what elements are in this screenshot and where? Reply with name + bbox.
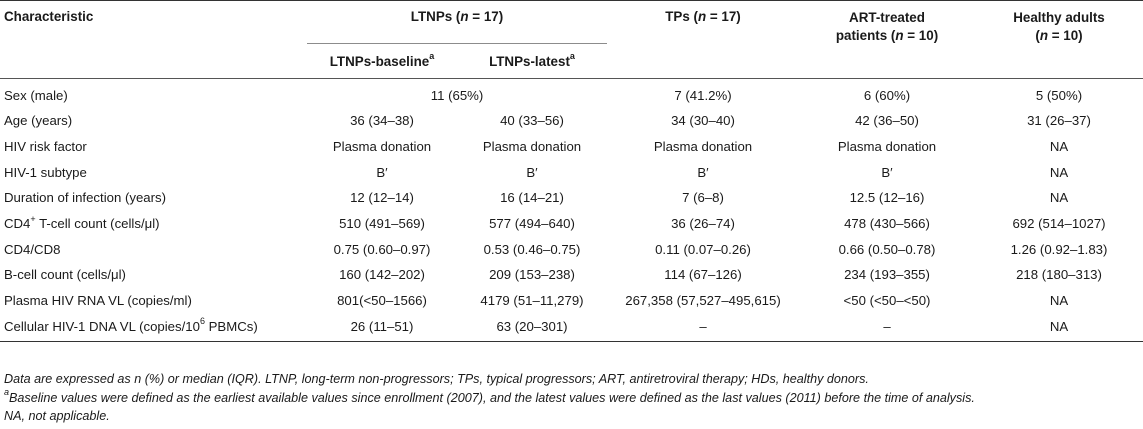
cell-tps: 36 (26–74) [671, 216, 735, 232]
cell-baseline: B′ [376, 164, 388, 180]
cell-art: 42 (36–50) [855, 113, 919, 129]
cell-healthy: 1.26 (0.92–1.83) [1010, 241, 1108, 257]
header-healthy: Healthy adults (n = 10) [1013, 10, 1105, 43]
row-label: Cellular HIV-1 DNA VL ($copies/10^6$ PBMCs) [0, 314, 307, 342]
cell-art: B′ [881, 164, 893, 180]
cell-art: 234 (193–355) [844, 267, 930, 283]
cell-baseline: 26 (11–51) [307, 314, 457, 342]
cell-healthy: 692 (514–1027) [1012, 216, 1106, 232]
cell-latest: Plasma donation [482, 139, 582, 155]
cell-tps: – [607, 314, 799, 342]
table-row [0, 134, 1143, 160]
cell-healthy: NA [1049, 139, 1069, 155]
cell-healthy: 5 (50%) [1035, 88, 1083, 103]
header-tps: TPs (n = 17) [665, 9, 741, 24]
cell-tps: 114 (67–126) [664, 267, 742, 283]
table-row [0, 108, 1143, 134]
row-label: HIV risk factor [4, 139, 87, 155]
cell-tps: 267,358 (57,527–495,615) [625, 293, 781, 309]
cell-baseline: 801(<50–1566) [337, 293, 427, 309]
cell-latest: B′ [526, 164, 538, 180]
cell-baseline: Plasma donation [332, 139, 432, 155]
row-label: Plasma HIV RNA VL (copies/ml) [4, 293, 192, 309]
table-row [0, 236, 1143, 262]
cell-latest: 40 (33–56) [500, 113, 564, 129]
cell-latest: 209 (153–238) [489, 267, 575, 283]
table-row [0, 79, 1143, 109]
cell-tps: 34 (30–40) [671, 113, 735, 129]
cell-healthy: NA [975, 314, 1143, 342]
cell-art: 6 (60%) [863, 88, 911, 103]
cell-healthy: 218 (180–313) [1016, 267, 1102, 283]
row-label: Sex (male) [4, 88, 68, 103]
footnote-abbreviations: Data are expressed as n (%) or median (IQR). LTNP, long-term non-progressors; TPs, typical progressors; ART, antiretroviral therapy; HDs, healthy donors. [4, 372, 869, 386]
row-label: CD4+ T-cell count (cells/μl) [4, 213, 160, 232]
cell-healthy: NA [1049, 164, 1069, 180]
cell-tps: Plasma donation [653, 139, 753, 155]
cell-tps: B′ [697, 164, 709, 180]
cell-art: 478 (430–566) [844, 216, 930, 232]
table-row [0, 159, 1143, 185]
table-row [0, 288, 1143, 314]
cell-art: – [799, 314, 975, 342]
cell-ltnps-merged: 11 (65%) [430, 88, 484, 103]
table-row [0, 185, 1143, 211]
row-label: CD4/CD8 [4, 241, 61, 257]
row-label: Age (years) [4, 113, 73, 129]
table-row [0, 211, 1143, 237]
cell-healthy: NA [1049, 190, 1069, 206]
header-ltnps: LTNPs (n = 17) [410, 9, 504, 24]
cell-latest: 0.53 (0.46–0.75) [483, 241, 581, 257]
row-label: HIV-1 subtype [4, 164, 87, 180]
cell-tps: 0.11 (0.07–0.26) [655, 241, 751, 257]
cell-latest: 63 (20–301) [457, 314, 607, 342]
cell-healthy: 31 (26–37) [1027, 113, 1091, 129]
cell-latest: 4179 (51–11,279) [480, 293, 584, 309]
table-row [0, 262, 1143, 288]
cell-latest: 577 (494–640) [489, 216, 575, 232]
cell-baseline: 12 (12–14) [350, 190, 414, 206]
table-row [0, 314, 1143, 342]
cell-baseline: 0.75 (0.60–0.97) [333, 241, 431, 257]
cell-art: 12.5 (12–16) [849, 190, 925, 206]
row-label: Duration of infection (years) [4, 190, 166, 206]
footnote-baseline: $^a$Baseline values were defined as the earliest available values since enrollment (2007), and the latest values were defined as the last values (2011) before the time of analysis. [4, 387, 975, 405]
cell-tps: 7 (41.2%) [674, 88, 732, 103]
header-ltnps-baseline: LTNPs-baseline$^a$ [307, 44, 457, 79]
header-characteristic: Characteristic [4, 9, 94, 24]
row-label: B-cell count (cells/μl) [4, 267, 126, 283]
cell-healthy: NA [1049, 293, 1069, 309]
cell-latest: 16 (14–21) [500, 190, 564, 206]
header-art: ART-treated patients (n = 10) [835, 10, 939, 43]
cell-art: 0.66 (0.50–0.78) [838, 241, 936, 257]
cell-baseline: 510 (491–569) [339, 216, 425, 232]
cell-baseline: 36 (34–38) [350, 113, 414, 129]
header-ltnps-latest: LTNPs-latest$^a$ [457, 44, 607, 79]
table-footnotes [4, 370, 1139, 426]
cell-art: Plasma donation [837, 139, 937, 155]
cell-baseline: 160 (142–202) [339, 267, 425, 283]
cell-art: <50 (<50–<50) [843, 293, 931, 309]
cell-tps: 7 (6–8) [682, 190, 724, 206]
footnote-na: NA, not applicable. [4, 409, 110, 423]
